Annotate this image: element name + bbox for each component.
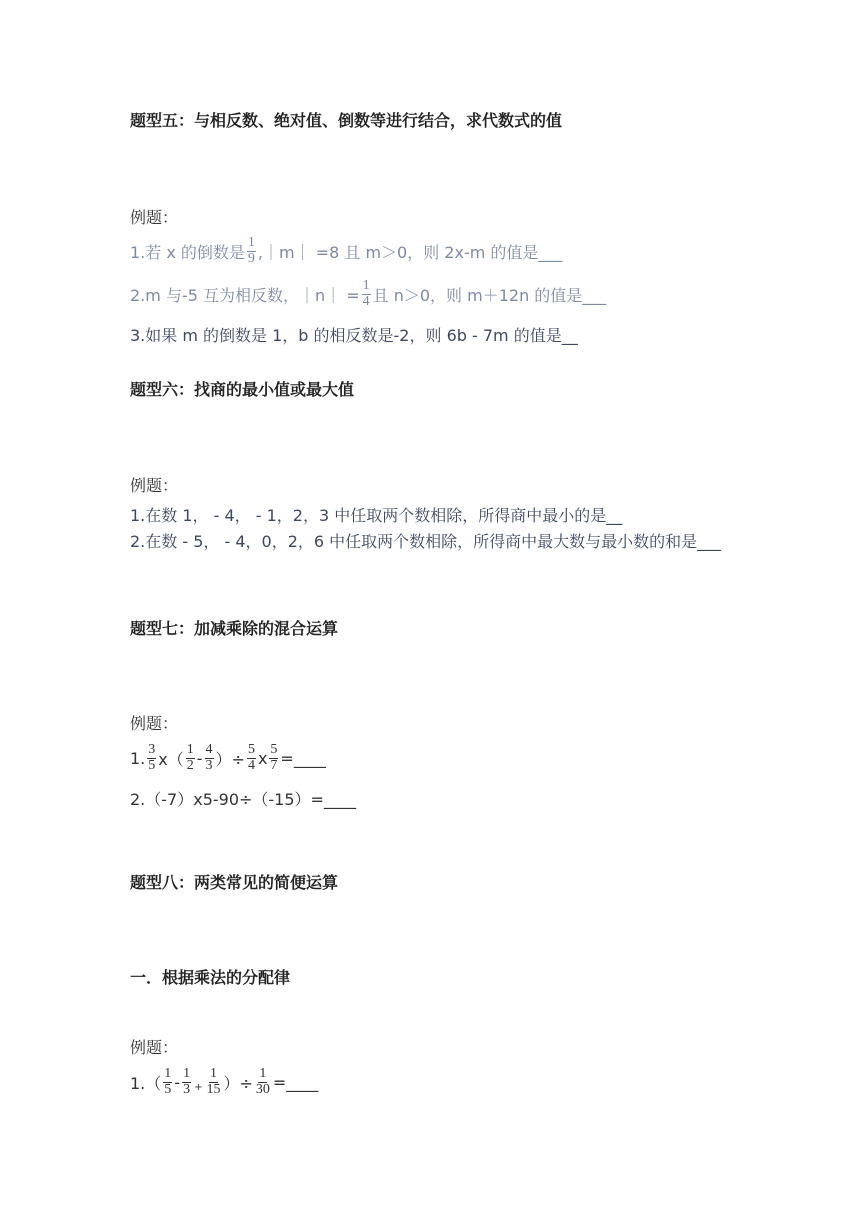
fraction: $\frac{3}{5}$ [148, 741, 156, 773]
question-6-2: 2.在数 - 5， - 4，0，2，6 中任取两个数相除，所得商中最大数与最小数的和是___ [130, 532, 722, 551]
question-7-1: 1. $\frac{3}{5}$ x（ $\frac{1}{2}$ - $\frac{4}{3}$ ）÷ $\frac{5}{4}$ x $\frac{5}{7}$ =____ [130, 741, 326, 773]
example-label: 例题： [130, 208, 179, 227]
question-text: 且 n＞0，则 m＋12n 的值是___ [372, 285, 607, 305]
section-heading-type7: 题型七：加减乘除的混合运算 [130, 619, 339, 638]
fraction: $\frac{4}{3}$ [205, 741, 213, 773]
fraction: $\frac{1}{30}$ [255, 1065, 270, 1097]
question-5-1 [130, 231, 562, 271]
section-heading-type6: 题型六：找商的最小值或最大值 [130, 380, 355, 399]
example-label: 例题： [130, 1038, 179, 1057]
question-5-2 [130, 274, 606, 314]
question-5-3: 3.如果 m 的倒数是 1，b 的相反数是-2，则 6b - 7m 的值是__ [130, 326, 578, 345]
section-heading-type5: 题型五：与相反数、绝对值、倒数等进行结合，求代数式的值 [130, 111, 563, 130]
fraction: $\frac{1}{5}$ [164, 1065, 172, 1097]
question-text: ,｜m｜ =8 且 m＞0，则 2x-m 的值是___ [257, 242, 563, 262]
fraction: $\frac{1}{2}$ [186, 741, 194, 773]
example-label: 例题： [130, 476, 179, 495]
question-text: 2.m 与-5 互为相反数，｜n｜ = [130, 285, 360, 305]
fraction: $\frac{1}{15}$ [206, 1065, 221, 1097]
question-text: 1.若 x 的倒数是 [130, 242, 245, 262]
sub-heading-distributive: 一．根据乘法的分配律 [130, 968, 291, 987]
section-heading-type8: 题型八：两类常见的简便运算 [130, 873, 339, 892]
question-7-2: 2.（-7）x5-90÷（-15）=____ [130, 790, 356, 809]
question-6-1: 1.在数 1， - 4， - 1，2，3 中任取两个数相除，所得商中最小的是__ [130, 506, 623, 525]
fraction: $\frac{5}{7}$ [270, 741, 278, 773]
fraction: $\frac{5}{4}$ [247, 741, 255, 773]
example-label: 例题： [130, 714, 179, 733]
question-8-1: 1.（ $\frac{1}{5}$ - $\frac{1}{3}$ + $\frac{1}{15}$ ）÷ $\frac{1}{30}$ =____ [130, 1065, 319, 1097]
fraction: $\frac{1}{3}$ [183, 1065, 191, 1097]
fraction: $\frac{1}{9}$ [247, 234, 255, 266]
fraction: $\frac{1}{4}$ [362, 277, 370, 309]
